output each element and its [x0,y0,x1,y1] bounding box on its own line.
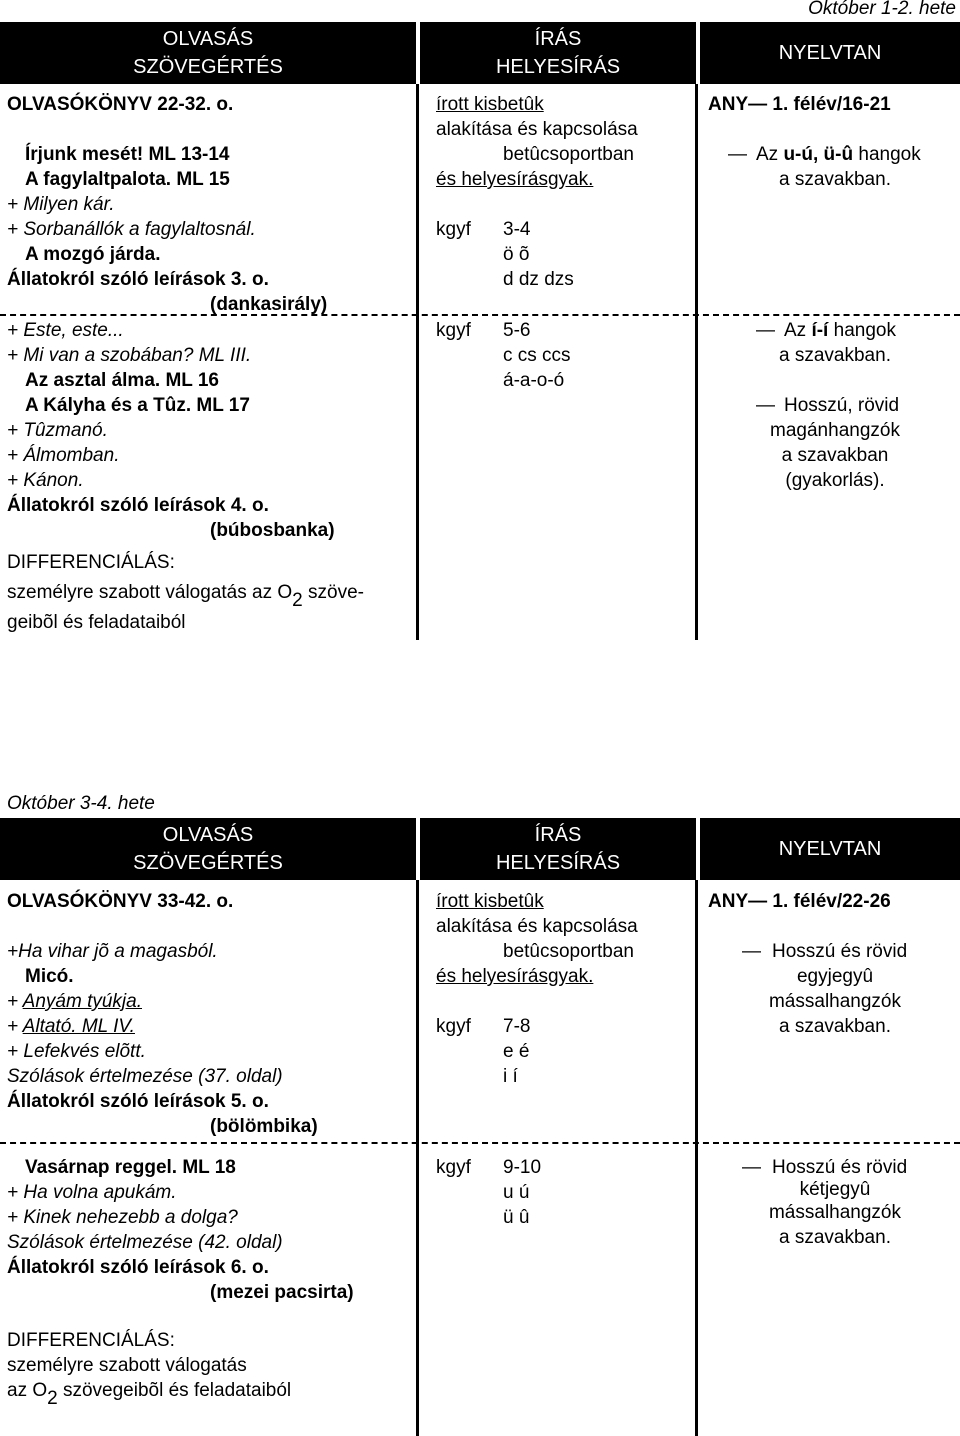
writing-line: kgyf [436,320,471,341]
writing-line: kgyf [436,1157,471,1178]
writing-line: á-a-o-ó [503,370,565,391]
header-line: NYELVTAN [778,838,882,860]
header-line: HELYESÍRÁS [495,852,621,874]
text-fragment: Az [756,144,784,165]
column-divider [416,880,419,1436]
subscript: 2 [47,1388,58,1409]
reading-line: + Milyen kár. [7,194,115,215]
reading-line: OLVASÓKÖNYV 33-42. o. [7,891,234,912]
language-line: ANY— 1. félév/16-21 [708,94,891,115]
reading-line: (búbosbanka) [210,520,335,541]
language-line: a szavakban. [779,345,891,366]
writing-line: 5-6 [503,320,531,341]
writing-line: e é [503,1041,530,1062]
reading-line: OLVASÓKÖNYV 22-32. o. [7,94,234,115]
column-divider [695,84,698,640]
language-line: kétjegyû [799,1179,871,1200]
week1-header-writing [420,22,696,84]
section-divider [0,1142,960,1144]
text-fragment: szövegeibõl és feladataiból [57,1380,292,1401]
subscript: 2 [292,590,303,611]
language-line [784,318,896,343]
differentiation-text [7,580,364,611]
language-line: mássalhangzók [768,1202,902,1223]
differentiation-heading: DIFFERENCIÁLÁS: [7,1330,175,1351]
writing-line: c cs ccs [503,345,571,366]
writing-line: i í [503,1066,518,1087]
text-fragment: Az [784,320,812,341]
reading-line: + Kinek nehezebb a dolga? [7,1207,238,1228]
language-line: a szavakban. [779,1227,891,1248]
text-fragment: hangok [828,320,896,341]
differentiation-text [7,1378,292,1409]
week2-header-writing [420,818,696,880]
week2-date: Október 3-4. hete [7,793,155,814]
language-line: Hosszú és rövid [772,1157,908,1178]
week1-header-language [700,22,960,84]
writing-line: írott kisbetûk [436,94,544,115]
language-line: (gyakorlás). [785,470,885,491]
reading-line: A mozgó járda. [25,244,161,265]
differentiation-text: geibõl és feladataiból [7,612,186,633]
writing-line: alakítása és kapcsolása [436,119,638,140]
reading-line: + Lefekvés elõtt. [7,1041,146,1062]
language-line: magánhangzók [770,420,900,441]
language-line: ANY— 1. félév/22-26 [708,891,891,912]
reading-line [7,989,142,1014]
reading-line: A Kályha és a Tûz. ML 17 [25,395,250,416]
text-fragment: Altató. ML IV. [22,1016,135,1037]
writing-line: u ú [503,1182,530,1203]
language-line: a szavakban. [779,1016,891,1037]
writing-line: d dz dzs [503,269,574,290]
reading-line: Szólások értelmezése (37. oldal) [7,1066,283,1087]
reading-line: + Mi van a szobában? ML III. [7,345,252,366]
differentiation-heading: DIFFERENCIÁLÁS: [7,552,175,573]
text-fragment: személyre szabott válogatás az O [7,582,293,603]
section-divider [0,314,960,316]
text-fragment: + [7,1016,23,1037]
reading-line: (mezei pacsirta) [210,1282,354,1303]
writing-line: és helyesírásgyak. [436,169,594,190]
column-divider [695,880,698,1436]
week1-header-reading [0,22,416,84]
header-line: SZÖVEGÉRTÉS [133,852,283,874]
header-line: NYELVTAN [778,42,882,64]
text-fragment: hangok [853,144,921,165]
writing-line: betûcsoportban [503,941,634,962]
writing-line: kgyf [436,1016,471,1037]
language-line: a szavakban [781,445,889,466]
reading-line: (bölömbika) [210,1116,318,1137]
dash-bullet: — [756,320,775,341]
writing-line: 3-4 [503,219,531,240]
header-line: OLVASÁS [162,28,254,50]
reading-line: Állatokról szóló leírások 3. o. [7,269,269,290]
language-line: a szavakban. [779,169,891,190]
dash-bullet: — [742,941,761,962]
writing-line: írott kisbetûk [436,891,544,912]
differentiation-text: személyre szabott válogatás [7,1355,247,1376]
writing-line: ü û [503,1207,530,1228]
dash-bullet: — [756,395,775,416]
reading-line: + Este, este... [7,320,124,341]
text-fragment: az O [7,1380,48,1401]
dash-bullet: — [742,1157,761,1178]
reading-line: Vasárnap reggel. ML 18 [25,1157,236,1178]
week2-header-reading [0,818,416,880]
header-line: HELYESÍRÁS [495,56,621,78]
text-fragment: í-í [811,320,829,341]
reading-line: Állatokról szóló leírások 6. o. [7,1257,269,1278]
reading-line: Szólások értelmezése (42. oldal) [7,1232,283,1253]
writing-line: alakítása és kapcsolása [436,916,638,937]
header-line: ÍRÁS [534,28,582,50]
writing-line: ö õ [503,244,530,265]
text-fragment: + [7,991,23,1012]
reading-line: Állatokról szóló leírások 4. o. [7,495,269,516]
week2-header-language [700,818,960,880]
language-line: egyjegyû [796,966,874,987]
text-fragment: szöve- [308,582,364,603]
week1-date: Október 1-2. hete [808,0,956,19]
language-line: mássalhangzók [768,991,902,1012]
writing-line: és helyesírásgyak. [436,966,594,987]
reading-line [7,1014,135,1039]
language-line [756,142,921,167]
writing-line: 7-8 [503,1016,531,1037]
writing-line: betûcsoportban [503,144,634,165]
writing-line: 9-10 [503,1157,542,1178]
reading-line: + Tûzmanó. [7,420,108,441]
header-line: SZÖVEGÉRTÉS [133,56,283,78]
reading-line: Az asztal álma. ML 16 [25,370,219,391]
reading-line: (dankasirály) [210,294,328,315]
reading-line: Állatokról szóló leírások 5. o. [7,1091,269,1112]
text-fragment: u-ú, ü-û [783,144,854,165]
reading-line: + Ha volna apukám. [7,1182,177,1203]
writing-line: kgyf [436,219,471,240]
reading-line: A fagylaltpalota. ML 15 [25,169,230,190]
reading-line: + Sorbanállók a fagylaltosnál. [7,219,256,240]
column-divider [416,84,419,640]
dash-bullet: — [728,144,747,165]
reading-line: + Álmomban. [7,445,120,466]
language-line: Hosszú és rövid [772,941,908,962]
text-fragment: Anyám tyúkja. [22,991,142,1012]
reading-line: +Ha vihar jõ a magasból. [7,941,218,962]
header-line: ÍRÁS [534,824,582,846]
reading-line: Micó. [25,966,74,987]
header-line: OLVASÁS [162,824,254,846]
reading-line: + Kánon. [7,470,84,491]
reading-line: Írjunk mesét! ML 13-14 [25,144,230,165]
language-line: Hosszú, rövid [784,395,900,416]
